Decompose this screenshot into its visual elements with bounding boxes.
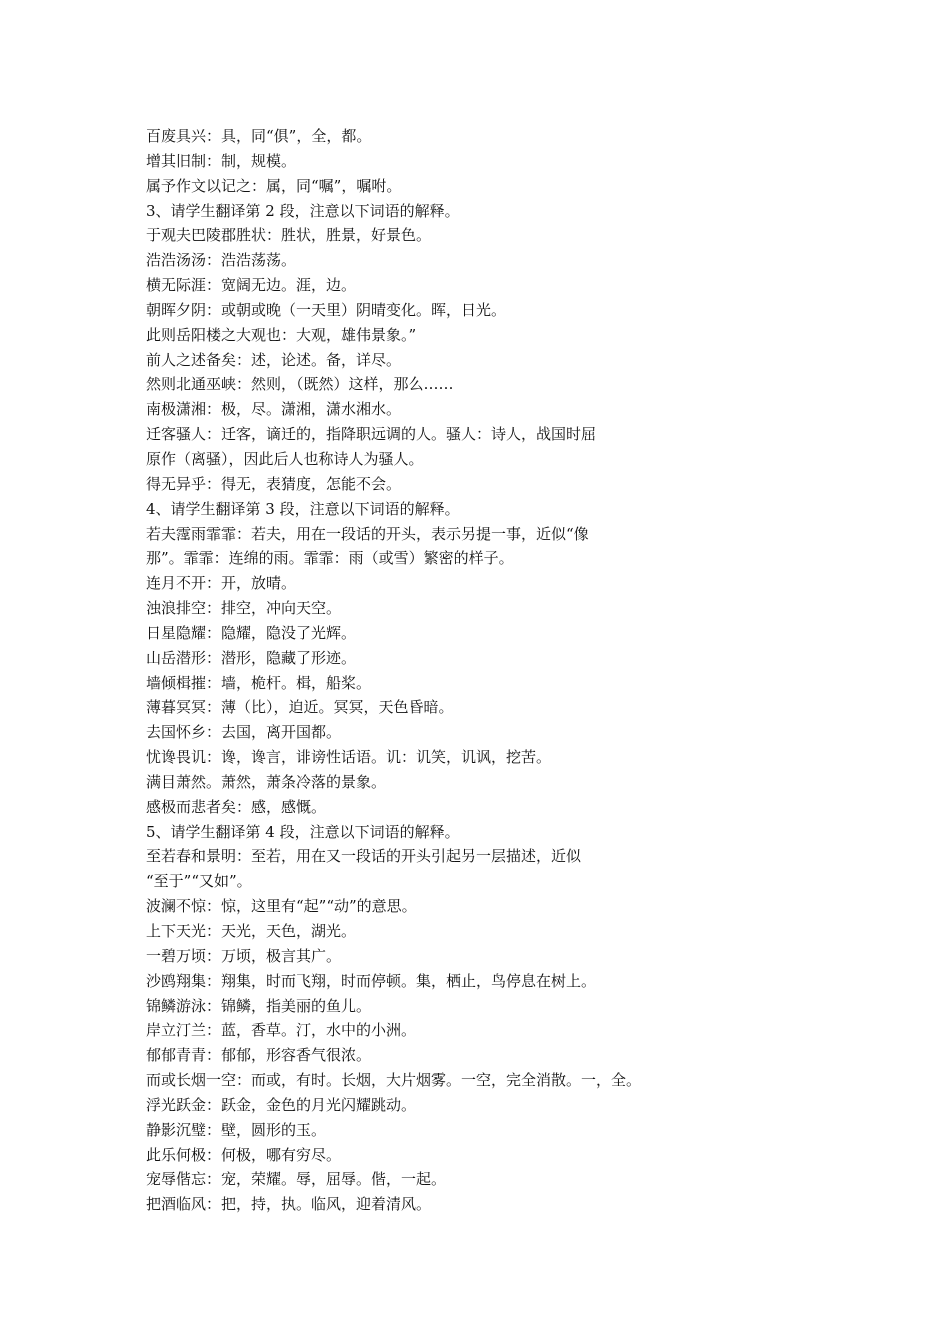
text-line: 迁客骚人：迁客，谪迁的，指降职远调的人。骚人：诗人，战国时屈: [146, 425, 597, 444]
text-line: 波澜不惊：惊，这里有“起”“动”的意思。: [146, 897, 417, 916]
text-line: 薄暮冥冥：薄（比），迫近。冥冥，天色昏暗。: [146, 698, 454, 717]
text-line: 然则北通巫峡：然则，（既然）这样，那么……: [146, 375, 454, 394]
text-line: 增其旧制：制，规模。: [146, 151, 297, 170]
text-line: 去国怀乡：去国，离开国都。: [146, 723, 342, 742]
text-line: 朝晖夕阴：或朝或晚（一天里）阴晴变化。晖，日光。: [146, 300, 507, 319]
text-line: 锦鳞游泳：锦鳞，指美丽的鱼儿。: [146, 996, 372, 1015]
text-line: 5、请学生翻译第 4 段，注意以下词语的解释。: [146, 822, 460, 841]
text-line: 静影沉璧：壁，圆形的玉。: [146, 1120, 327, 1139]
text-line: 而或长烟一空：而或，有时。长烟，大片烟雾。一空，完全消散。一，全。: [146, 1071, 642, 1090]
text-line: 前人之述备矣：述，论述。备，详尽。: [146, 350, 402, 369]
text-line: 至若春和景明：至若，用在又一段话的开头引起另一层描述，近似: [146, 847, 582, 866]
text-line: 4、请学生翻译第 3 段，注意以下词语的解释。: [146, 499, 460, 518]
text-line: 忧谗畏讥：谗，谗言，诽谤性话语。讥：讥笑，讥讽，挖苦。: [146, 748, 552, 767]
text-line: 得无异乎：得无，表猜度，怎能不会。: [146, 474, 402, 493]
text-line: 感极而悲者矣：感，感慨。: [146, 797, 327, 816]
text-line: 此乐何极：何极，哪有穷尽。: [146, 1145, 342, 1164]
text-line: 浊浪排空：排空，冲向天空。: [146, 599, 342, 618]
text-line: 上下天光：天光，天色，湖光。: [146, 922, 357, 940]
text-line: 一碧万顷：万顷，极言其广。: [146, 946, 342, 965]
text-line: 山岳潜形：潜形，隐藏了形迹。: [146, 648, 357, 667]
text-line: 宠辱偕忘：宠，荣耀。辱，屈辱。偕，一起。: [146, 1170, 447, 1189]
text-line: 百废具兴：具，同“俱”，全，都。: [146, 127, 372, 145]
text-line: 南极潇湘：极，尽。潇湘，潇水湘水。: [146, 400, 402, 419]
document-body: [146, 124, 916, 1217]
text-line: 浩浩汤汤：浩浩荡荡。: [146, 251, 297, 270]
text-line: 原作（离骚），因此后人也称诗人为骚人。: [146, 449, 424, 468]
text-line: 横无际涯：宽阔无边。涯，边。: [146, 276, 357, 295]
text-line: “至于”“又如”。: [146, 872, 252, 891]
text-line: 连月不开：开，放晴。: [146, 574, 297, 593]
text-line: 墙倾楫摧：墙，桅杆。楫，船桨。: [146, 673, 372, 692]
text-line: 郁郁青青：郁郁，形容香气很浓。: [146, 1046, 372, 1065]
text-line: 把酒临风：把，持，执。临风，迎着清风。: [146, 1195, 432, 1214]
text-line: 于观夫巴陵郡胜状：胜状，胜景，好景色。: [146, 226, 432, 245]
text-line: 浮光跃金：跃金，金色的月光闪耀跳动。: [146, 1095, 417, 1114]
text-line: 那”。霏霏：连绵的雨。霏霏：雨（或雪）繁密的样子。: [146, 549, 514, 568]
text-line: 属予作文以记之：属，同“嘱”，嘱咐。: [146, 176, 402, 195]
text-line: 日星隐耀：隐耀，隐没了光辉。: [146, 623, 357, 642]
text-line: 3、请学生翻译第 2 段，注意以下词语的解释。: [146, 201, 460, 220]
text-line: 岸立汀兰：蓝，香草。汀，水中的小洲。: [146, 1021, 417, 1040]
text-line: 沙鸥翔集：翔集，时而飞翔，时而停顿。集，栖止，鸟停息在树上。: [146, 971, 597, 990]
text-line: 若夫霪雨霏霏：若夫，用在一段话的开头，表示另提一事，近似“像: [146, 524, 589, 543]
text-line: 满目萧然。萧然，萧条冷落的景象。: [146, 772, 387, 791]
text-line: 此则岳阳楼之大观也：大观，雄伟景象。”: [146, 325, 417, 344]
